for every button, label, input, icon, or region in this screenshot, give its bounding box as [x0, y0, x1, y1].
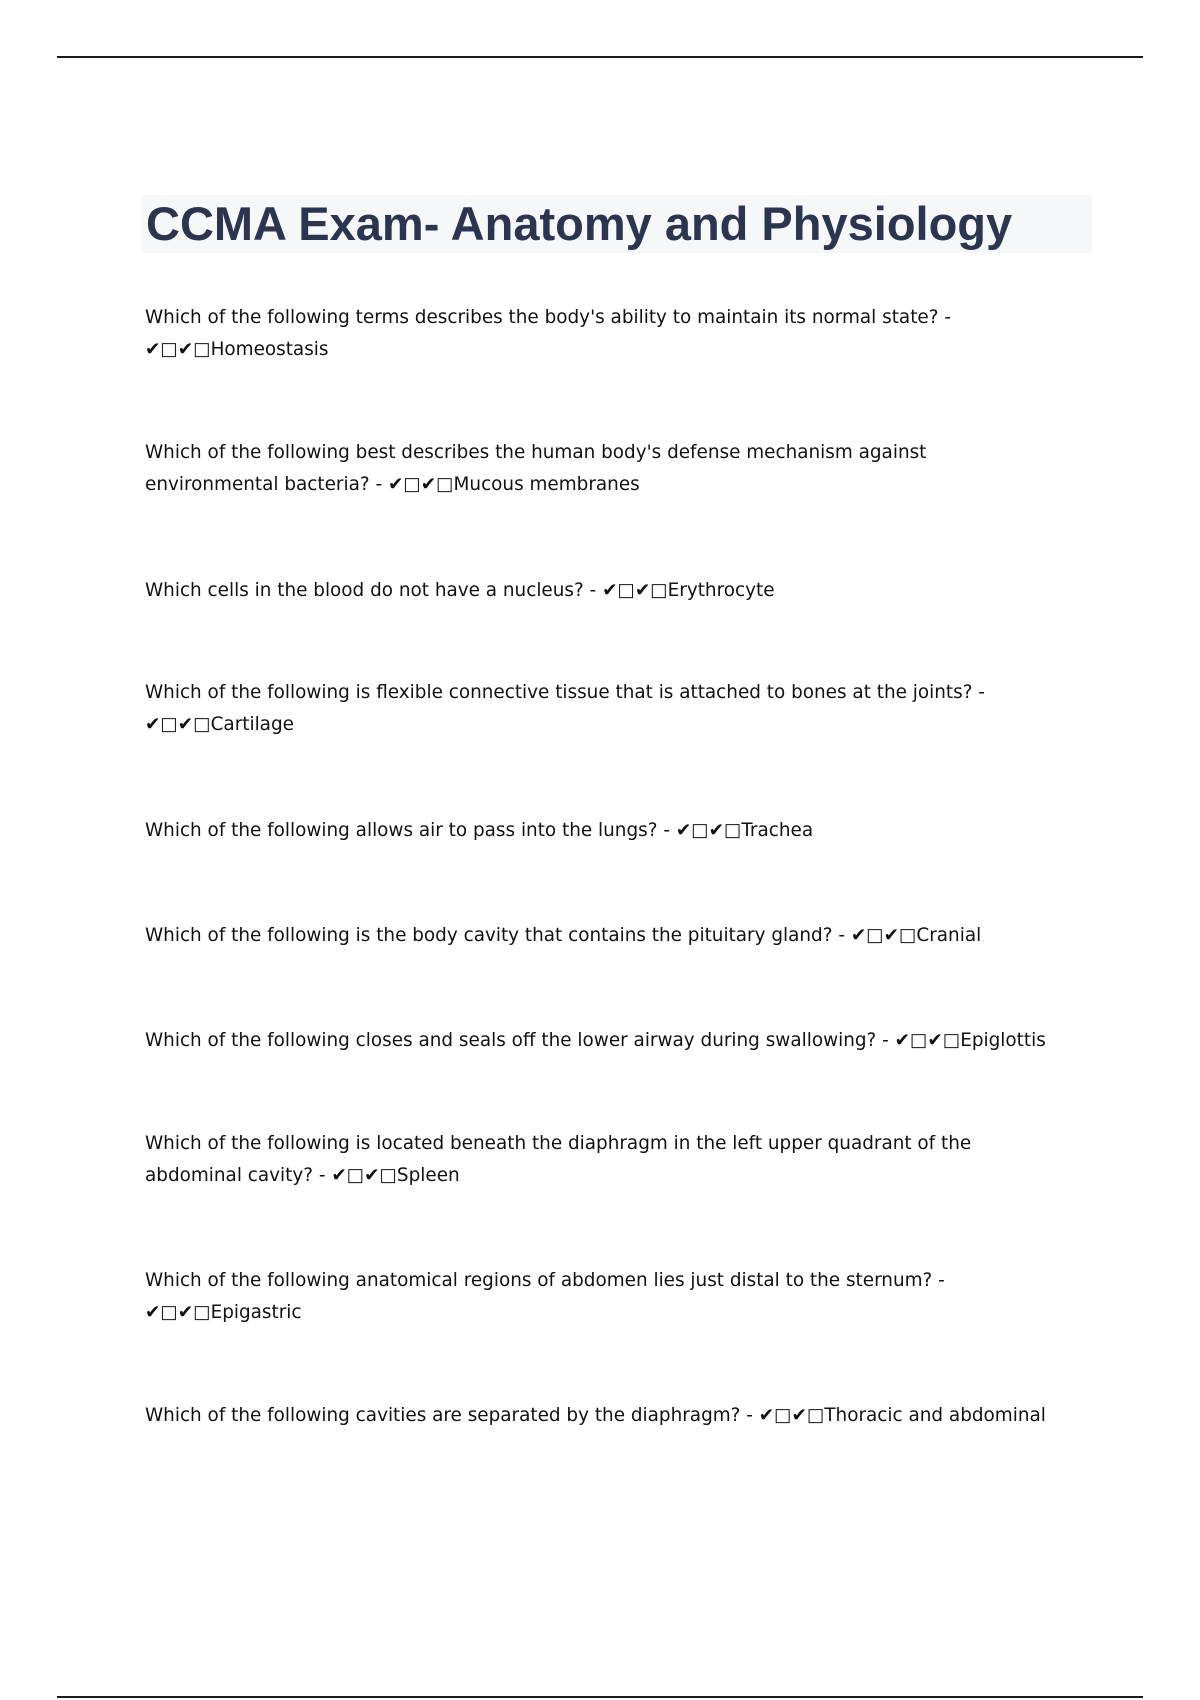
- bottom-rule: [57, 1696, 1143, 1698]
- title-block: [142, 195, 1092, 253]
- answer-text: Spleen: [396, 1165, 460, 1186]
- checkmark-marker: ✔□✔□: [850, 925, 917, 946]
- answer-text: Cranial: [916, 925, 982, 946]
- separator: -: [932, 1270, 945, 1291]
- separator: -: [832, 925, 851, 946]
- answer-text: Cartilage: [210, 714, 294, 735]
- qa-item-4: [145, 677, 1065, 741]
- qa-item-1: [145, 302, 1065, 366]
- question-text: Which of the following is flexible connective tissue that is attached to bones at the joints?: [145, 682, 973, 703]
- separator: -: [369, 474, 388, 495]
- document-title: CCMA Exam- Anatomy and Physiology: [146, 197, 1013, 250]
- separator: -: [657, 820, 676, 841]
- checkmark-marker: ✔□✔□: [387, 474, 454, 495]
- answer-text: Erythrocyte: [667, 580, 775, 601]
- separator: -: [313, 1165, 332, 1186]
- answer-text: Thoracic and abdominal: [824, 1405, 1046, 1426]
- answer-text: Epiglottis: [960, 1030, 1046, 1051]
- separator: -: [583, 580, 603, 601]
- question-text: Which of the following is located beneath the diaphragm in the left upper quadrant of the abdominal cavity?: [145, 1133, 972, 1186]
- checkmark-marker: ✔□✔□: [331, 1165, 397, 1186]
- question-text: Which of the following cavities are separated by the diaphragm?: [145, 1405, 741, 1426]
- qa-item-5: [145, 815, 1065, 847]
- checkmark-marker: ✔□✔□: [145, 1302, 211, 1323]
- checkmark-marker: ✔□✔□: [602, 580, 668, 601]
- question-text: Which of the following best describes the human body's defense mechanism against environmental bacteria?: [145, 442, 927, 495]
- qa-item-3: [145, 575, 1065, 607]
- qa-item-10: [145, 1400, 1065, 1432]
- qa-item-6: [145, 920, 1065, 952]
- qa-item-8: [145, 1128, 1065, 1192]
- question-text: Which of the following allows air to pass into the lungs?: [145, 820, 658, 841]
- separator: -: [740, 1405, 759, 1426]
- checkmark-marker: ✔□✔□: [145, 339, 211, 360]
- answer-text: Trachea: [741, 820, 814, 841]
- checkmark-marker: ✔□✔□: [758, 1405, 825, 1426]
- separator: -: [938, 307, 951, 328]
- qa-item-2: [145, 437, 1065, 501]
- question-text: Which of the following closes and seals off the lower airway during swallowing?: [145, 1030, 877, 1051]
- qa-item-7: [145, 1025, 1065, 1057]
- top-rule: [57, 56, 1143, 58]
- checkmark-marker: ✔□✔□: [675, 820, 742, 841]
- question-text: Which cells in the blood do not have a nucleus?: [145, 580, 584, 601]
- question-text: Which of the following anatomical regions of abdomen lies just distal to the sternum?: [145, 1270, 933, 1291]
- question-text: Which of the following is the body cavity that contains the pituitary gland?: [145, 925, 833, 946]
- separator: -: [876, 1030, 895, 1051]
- answer-text: Mucous membranes: [453, 474, 640, 495]
- question-text: Which of the following terms describes the body's ability to maintain its normal state?: [145, 307, 939, 328]
- checkmark-marker: ✔□✔□: [894, 1030, 961, 1051]
- answer-text: Epigastric: [210, 1302, 302, 1323]
- qa-item-9: [145, 1265, 1065, 1329]
- separator: -: [972, 682, 985, 703]
- answer-text: Homeostasis: [210, 339, 329, 360]
- checkmark-marker: ✔□✔□: [145, 714, 211, 735]
